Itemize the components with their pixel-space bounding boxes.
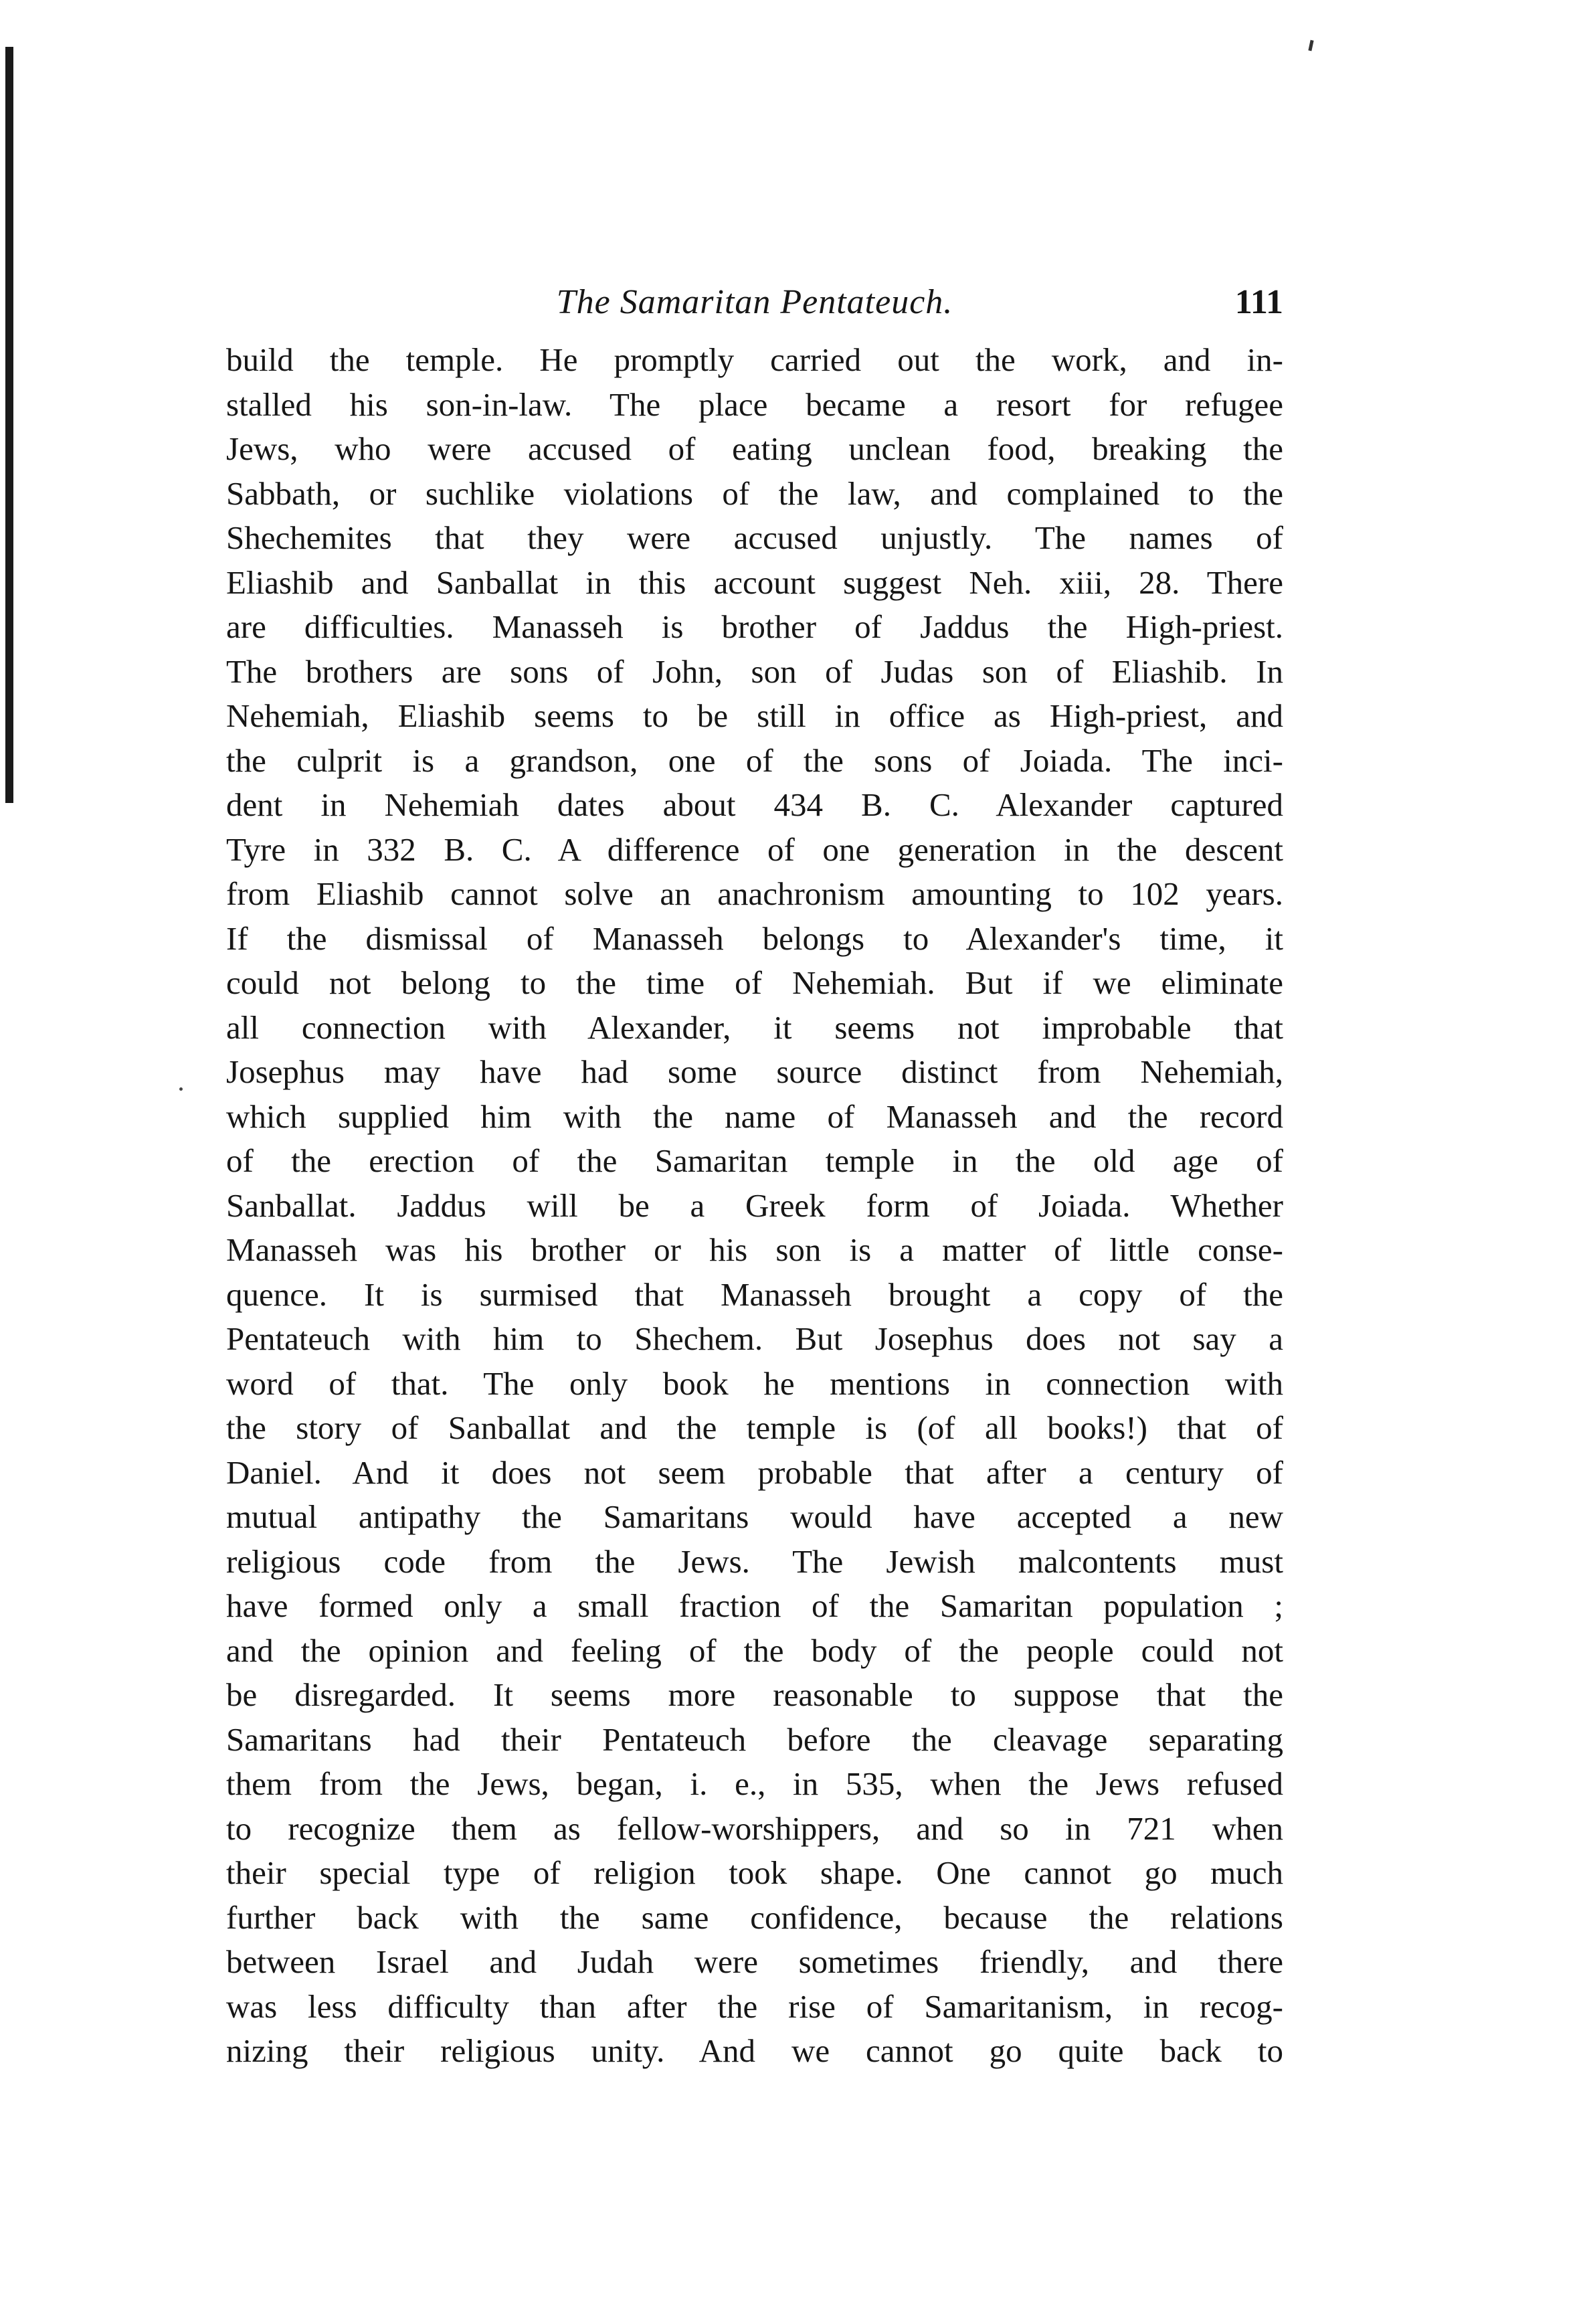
text-line: Shechemites that they were accused unjustly. The names of bbox=[226, 519, 1283, 556]
text-line: are difficulties. Manasseh is brother of Jaddus the High-priest. bbox=[226, 608, 1283, 645]
text-line: them from the Jews, began, i. e., in 535, when the Jews refused bbox=[226, 1765, 1283, 1802]
scan-mark bbox=[1308, 40, 1313, 52]
text-line: to recognize them as fellow-worshippers, and so in 721 when bbox=[226, 1809, 1283, 1847]
text-line: mutual antipathy the Samaritans would have accepted a new bbox=[226, 1498, 1283, 1535]
text-line: stalled his son-in-law. The place became a resort for refugee bbox=[226, 385, 1283, 423]
text-line: If the dismissal of Manasseh belongs to Alexander's time, it bbox=[226, 919, 1283, 957]
text-line: Jews, who were accused of eating unclean food, breaking the bbox=[226, 430, 1283, 467]
text-line: nizing their religious unity. And we cannot go quite back to bbox=[226, 2032, 1283, 2069]
text-line: of the erection of the Samaritan temple in the old age of bbox=[226, 1142, 1283, 1179]
text-line: Samaritans had their Pentateuch before the cleavage separating bbox=[226, 1720, 1283, 1758]
text-line: Josephus may have had some source distinct from Nehemiah, bbox=[226, 1053, 1283, 1090]
running-title: The Samaritan Pentateuch. bbox=[556, 283, 953, 321]
text-line: The brothers are sons of John, son of Judas son of Eliashib. In bbox=[226, 652, 1283, 690]
text-line: Sabbath, or suchlike violations of the law, and complained to the bbox=[226, 474, 1283, 512]
text-line: could not belong to the time of Nehemiah. But if we eliminate bbox=[226, 964, 1283, 1001]
scan-speck bbox=[179, 1087, 183, 1091]
text-line: their special type of religion took shape. One cannot go much bbox=[226, 1854, 1283, 1891]
text-line: the story of Sanballat and the temple is (of all books!) that of bbox=[226, 1409, 1283, 1446]
text-line: was less difficulty than after the rise of Samaritanism, in recog- bbox=[226, 1987, 1283, 2025]
text-line: religious code from the Jews. The Jewish malcontents must bbox=[226, 1542, 1283, 1580]
text-line: and the opinion and feeling of the body of the people could not bbox=[226, 1631, 1283, 1669]
text-line: word of that. The only book he mentions in connection with bbox=[226, 1364, 1283, 1402]
text-line: Sanballat. Jaddus will be a Greek form of Joiada. Whether bbox=[226, 1186, 1283, 1224]
text-line: Pentateuch with him to Shechem. But Josephus does not say a bbox=[226, 1320, 1283, 1357]
text-line: between Israel and Judah were sometimes friendly, and there bbox=[226, 1943, 1283, 1980]
text-line: Tyre in 332 B. C. A difference of one generation in the descent bbox=[226, 830, 1283, 868]
running-header bbox=[226, 276, 1283, 329]
text-line: which supplied him with the name of Manasseh and the record bbox=[226, 1097, 1283, 1135]
page-binding-edge bbox=[5, 47, 13, 803]
text-line: quence. It is surmised that Manasseh brought a copy of the bbox=[226, 1275, 1283, 1313]
text-line: further back with the same confidence, because the relations bbox=[226, 1898, 1283, 1936]
text-line: the culprit is a grandson, one of the sons of Joiada. The inci- bbox=[226, 741, 1283, 779]
text-line: build the temple. He promptly carried out the work, and in- bbox=[226, 341, 1283, 378]
text-line: Manasseh was his brother or his son is a matter of little conse- bbox=[226, 1231, 1283, 1268]
page-number: 111 bbox=[1234, 283, 1283, 321]
text-line: Daniel. And it does not seem probable that after a century of bbox=[226, 1453, 1283, 1491]
text-line: Eliashib and Sanballat in this account suggest Neh. xiii, 28. There bbox=[226, 563, 1283, 601]
text-line: be disregarded. It seems more reasonable to suppose that the bbox=[226, 1676, 1283, 1713]
text-line: Nehemiah, Eliashib seems to be still in office as High-priest, and bbox=[226, 697, 1283, 734]
text-line: dent in Nehemiah dates about 434 B. C. Alexander captured bbox=[226, 786, 1283, 823]
body-text bbox=[226, 338, 1283, 2074]
text-line: all connection with Alexander, it seems not improbable that bbox=[226, 1008, 1283, 1046]
text-line: from Eliashib cannot solve an anachronism amounting to 102 years. bbox=[226, 875, 1283, 912]
text-line: have formed only a small fraction of the Samaritan population ; bbox=[226, 1587, 1283, 1624]
